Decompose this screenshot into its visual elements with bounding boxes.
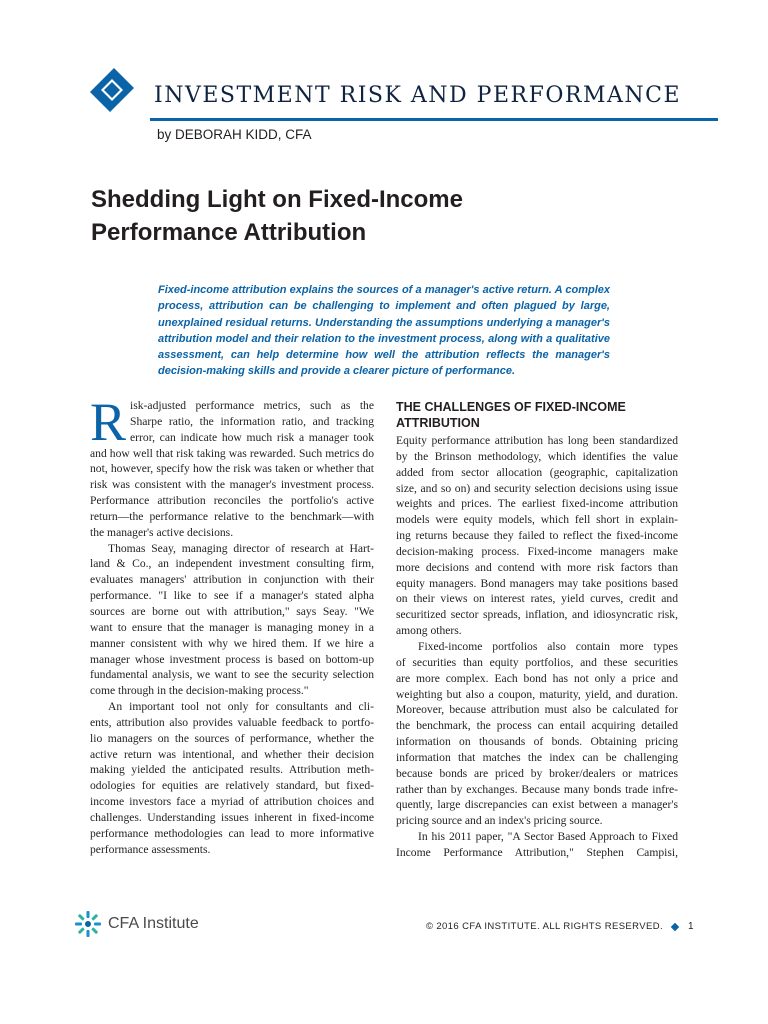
text-line: sources are borne out with attribution," says Seay. "We xyxy=(90,604,374,618)
section-title: INVESTMENT RISK AND PERFORMANCE xyxy=(154,83,682,108)
text-line: more decisions and contend with more risk factors than xyxy=(396,560,678,574)
text-line: and how well that risk taking was rewarded. Such metrics do xyxy=(90,446,374,460)
cfa-institute-emblem-icon xyxy=(74,910,102,938)
article-title-line: Performance Attribution xyxy=(91,219,367,246)
cfa-institute-logo xyxy=(74,910,199,938)
text-line: are more complex. Each bond has not only a price and xyxy=(396,671,678,685)
text-line: In his 2011 paper, "A Sector Based Approach to Fixed xyxy=(418,830,678,844)
text-line: decision-making process. Fixed-income managers make xyxy=(396,544,678,558)
text-line: equity managers. Bond managers may take positions based xyxy=(396,576,678,590)
text-line: performance assessments. xyxy=(90,842,211,856)
text-line: active return was intentional, and whether their decision xyxy=(90,747,374,761)
section-heading-line: THE CHALLENGES OF FIXED-INCOME xyxy=(396,400,626,414)
article-title xyxy=(91,183,651,249)
text-line: manager whose investment process is based on bottom-up xyxy=(90,652,374,666)
text-line: income investors face a myriad of attribution choices and xyxy=(90,795,374,809)
text-line: information on thousands of bonds. Obtaining pricing xyxy=(396,735,678,749)
section-logo-icon xyxy=(88,66,136,114)
text-line: securitized sector spreads, inflation, and idiosyncratic risk, xyxy=(396,608,678,622)
text-line: odologies for equities are relatively standard, but fixed- xyxy=(90,779,374,793)
text-line: error, can indicate how much risk a manager took xyxy=(130,430,374,444)
article-abstract: Fixed-income attribution explains the sources of a manager's active return. A complex process, attribution can be challenging to implement and often plagued by large, unexplained residual returns. Understanding the assumptions underlying a manager's attribution model and their relation to the investment process, along with a qualitative assessment, can help determine how well the attribution reflects the manager's decision-making skills and provide a clearer picture of performance. xyxy=(158,284,610,378)
text-line: pricing source and an index's pricing source. xyxy=(396,814,603,828)
footer-copyright-area xyxy=(426,921,694,932)
text-line: information that matches the index can be challenging xyxy=(396,750,678,764)
text-line: come through in the decision-making process." xyxy=(90,684,309,698)
paragraph xyxy=(90,392,374,541)
text-line: An important tool not only for consultants and cli- xyxy=(108,700,374,714)
text-line: of securities than equity portfolios, and these securities xyxy=(396,655,678,669)
text-line: among others. xyxy=(396,624,462,638)
text-line: weights and prices. The earliest fixed-income attribution xyxy=(396,497,678,511)
text-line: because bonds are priced by broker/dealers or matrices xyxy=(396,766,678,780)
text-line: Fixed-income portfolios also contain more types xyxy=(418,639,678,653)
text-line: Moreover, because attribution must also be calculated for xyxy=(396,703,678,717)
text-line: return—the performance relative to the benchmark—with xyxy=(90,509,374,523)
drop-cap: R xyxy=(90,392,127,452)
page-number: 1 xyxy=(688,921,694,932)
text-line: Income Performance Attribution," Stephen Campisi, xyxy=(396,845,678,859)
right-column xyxy=(396,399,678,861)
text-line: challenges. Understanding issues inherent in fixed-income xyxy=(90,810,374,824)
text-line: weighting but also a coupon, maturity, yield, and duration. xyxy=(396,687,678,701)
footer-brand: CFA Institute xyxy=(108,915,199,932)
text-line: added from sector allocation (geographic, capitalization xyxy=(396,465,678,479)
text-line: models were equity models, which fell short in explain- xyxy=(396,513,678,527)
text-line: performance methodologies can lead to more informative xyxy=(90,826,374,840)
paragraph xyxy=(90,699,374,857)
text-line: want to ensure that the manager is managing money in a xyxy=(90,620,374,634)
text-line: on their views on interest rates, yield curves, credit and xyxy=(396,592,678,606)
text-line: not, however, specify how the risk was taken or whether that xyxy=(90,462,374,476)
section-heading-line: ATTRIBUTION xyxy=(396,416,480,430)
text-line: evaluates managers' attribution in conjunction with their xyxy=(90,573,374,587)
text-line: by the Brinson methodology, which identifies the value xyxy=(396,449,678,463)
text-line: Thomas Seay, managing director of research at Hart- xyxy=(108,541,374,555)
byline: by DEBORAH KIDD, CFA xyxy=(157,127,312,142)
paragraph xyxy=(90,541,374,699)
copyright-text: © 2016 CFA INSTITUTE. ALL RIGHTS RESERVED. xyxy=(425,921,664,932)
text-line: rather than by exchanges. Because many bonds trade infre- xyxy=(396,782,678,796)
text-line: quently, large discrepancies can exist between a manager's xyxy=(396,798,678,812)
text-line: manner consistent with why we hired them. If we hire a xyxy=(90,636,374,650)
text-line: making yielded the anticipated results. Attribution meth- xyxy=(90,763,374,777)
text-line: size, and so on) and security selection decisions using issue xyxy=(396,481,678,495)
paragraph xyxy=(396,639,678,829)
text-line: land & Co., an independent investment consulting firm, xyxy=(90,557,374,571)
text-line: Equity performance attribution has long been standardized xyxy=(396,434,678,447)
text-line: the manager's active decisions. xyxy=(90,525,234,539)
text-line: lio managers on the sources of performance, whether the xyxy=(90,731,374,745)
left-column xyxy=(90,392,374,857)
text-line: ents, attribution also provides valuable feedback to portfo- xyxy=(90,715,374,729)
paragraph xyxy=(396,829,678,861)
article-title-line: Shedding Light on Fixed-Income xyxy=(91,186,463,213)
paragraph xyxy=(396,433,678,639)
text-line: performance. "I like to see if a manager's stated alpha xyxy=(90,589,374,603)
header-divider xyxy=(150,118,718,121)
diamond-bullet-icon xyxy=(671,922,679,930)
text-line: risk was consistent with the manager's investment process. xyxy=(90,478,374,492)
text-line: the benchmark, the process can entail acquiring detailed xyxy=(396,719,678,733)
section-heading xyxy=(396,399,678,431)
text-line: ing returns because they failed to reflect the fixed-income xyxy=(396,529,678,543)
text-line: isk-adjusted performance metrics, such as the xyxy=(130,399,374,412)
text-line: Performance attribution reconciles the portfolio's active xyxy=(90,494,374,508)
text-line: fundamental analysis, we want to see the security selection xyxy=(90,668,374,682)
text-line: Sharpe ratio, the information ratio, and tracking xyxy=(130,414,374,428)
